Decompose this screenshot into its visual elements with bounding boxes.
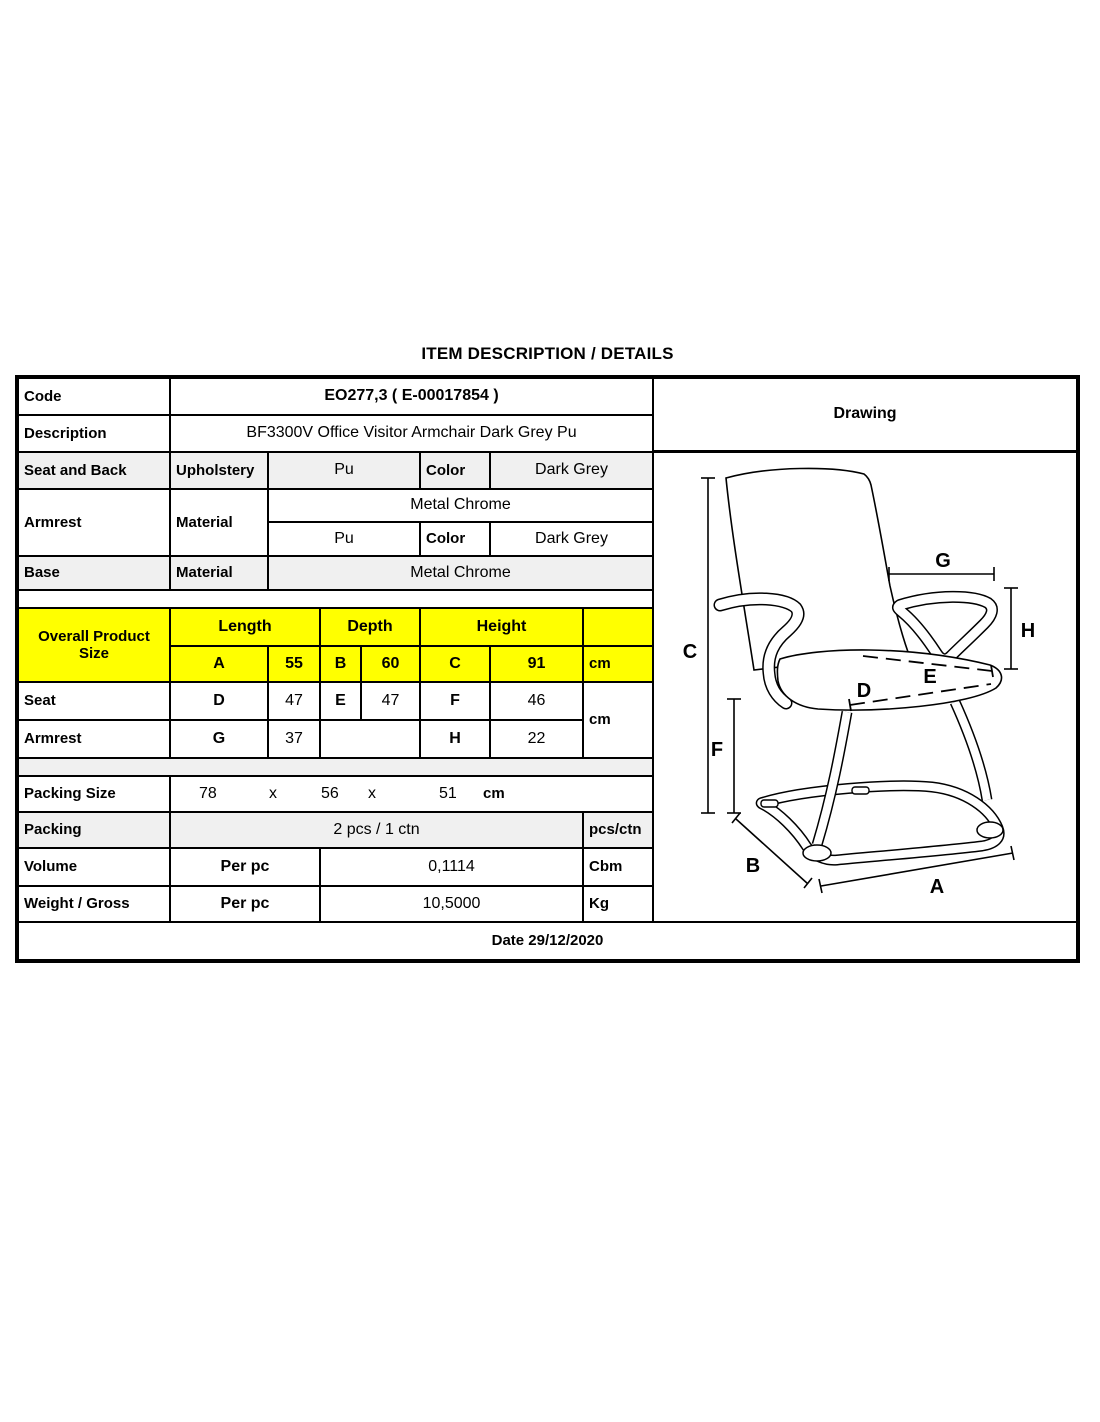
dim-line-b [732, 813, 812, 888]
weight-value: 10,5000 [320, 886, 583, 922]
drawing-label-c: C [682, 641, 698, 663]
length-header: Length [170, 608, 320, 646]
dim-d-value: 47 [268, 682, 320, 720]
armrest-attr: Material [170, 489, 268, 556]
base-glide-rear-right [852, 787, 869, 794]
depth-header: Depth [320, 608, 420, 646]
dim-a-letter: A [170, 646, 268, 682]
armrest-color-label: Color [420, 522, 490, 556]
drawing-label-a: A [929, 876, 945, 898]
size-unit-cell: cm [583, 682, 653, 758]
armrest-label: Armrest [18, 489, 170, 556]
description-value: BF3300V Office Visitor Armchair Dark Grey Pu [170, 415, 653, 452]
drawing-label-b: B [745, 855, 761, 877]
dim-e-value: 47 [361, 682, 420, 720]
drawing-label-d: D [856, 680, 872, 702]
overall-unit: cm [583, 646, 653, 682]
armrest-row-label: Armrest [18, 720, 170, 758]
drawing-label-g: G [935, 550, 951, 572]
base-material: Metal Chrome [268, 556, 653, 590]
seat-back-label: Seat and Back [18, 452, 170, 489]
seat-back-attr: Upholstery [170, 452, 268, 489]
base-attr: Material [170, 556, 268, 590]
weight-per: Per pc [170, 886, 320, 922]
armrest-row-blank [320, 720, 420, 758]
dim-a-value: 55 [268, 646, 320, 682]
dim-d-letter: D [170, 682, 268, 720]
dim-line-c [701, 478, 715, 813]
dim-h-letter: H [420, 720, 490, 758]
chair-base [761, 786, 999, 860]
separator-row-1 [18, 590, 653, 608]
front-foot-glide [803, 845, 831, 861]
volume-unit: Cbm [583, 848, 653, 886]
packing-size-label: Packing Size [18, 776, 170, 812]
armrest-material1: Metal Chrome [268, 489, 653, 522]
seat-back-color-label: Color [420, 452, 490, 489]
drawing-header: Drawing [653, 378, 1077, 452]
dim-g-letter: G [170, 720, 268, 758]
description-label: Description [18, 415, 170, 452]
dim-b-value: 60 [361, 646, 420, 682]
packing-size-value [170, 776, 653, 812]
base-label: Base [18, 556, 170, 590]
dim-h-value: 22 [490, 720, 583, 758]
packing-size-x2: x [368, 784, 376, 802]
dim-g-value: 37 [268, 720, 320, 758]
drawing-label-f: F [710, 739, 724, 761]
volume-value: 0,1114 [320, 848, 583, 886]
packing-unit: pcs/ctn [583, 812, 653, 848]
dim-b-letter: B [320, 646, 361, 682]
separator-row-2 [18, 758, 653, 776]
seat-row-label: Seat [18, 682, 170, 720]
chair-drawing [654, 453, 1076, 921]
right-foot-glide [977, 822, 1003, 838]
dim-f-letter: F [420, 682, 490, 720]
packing-size-width: 56 [321, 784, 339, 802]
armrest-color: Dark Grey [490, 522, 653, 556]
dim-c-letter: C [420, 646, 490, 682]
dim-e-letter: E [320, 682, 361, 720]
code-value: EO277,3 ( E-00017854 ) [170, 378, 653, 415]
seat-back-color: Dark Grey [490, 452, 653, 489]
armrest-material2: Pu [268, 522, 420, 556]
chair-right-armrest [898, 597, 992, 659]
height-header: Height [420, 608, 583, 646]
seat-back-material: Pu [268, 452, 420, 489]
weight-unit: Kg [583, 886, 653, 922]
dim-c-value: 91 [490, 646, 583, 682]
chair-right-leg [955, 702, 987, 800]
page-title: ITEM DESCRIPTION / DETAILS [421, 344, 674, 363]
packing-label: Packing [18, 812, 170, 848]
drawing-label-e: E [923, 666, 937, 688]
packing-value: 2 pcs / 1 ctn [170, 812, 583, 848]
drawing-panel [653, 452, 1077, 922]
overall-size-label-line2: Size [78, 645, 109, 662]
overall-size-label-line1: Overall Product [38, 627, 150, 645]
weight-label: Weight / Gross [18, 886, 170, 922]
code-label: Code [18, 378, 170, 415]
date-row: Date 29/12/2020 [18, 922, 1077, 960]
packing-size-length: 78 [199, 784, 217, 802]
packing-size-height: 51 [439, 784, 457, 802]
dim-line-h [1004, 588, 1018, 669]
chair-front-leg [817, 712, 847, 845]
drawing-label-h: H [1020, 620, 1036, 642]
packing-size-x1: x [269, 784, 277, 802]
packing-size-unit: cm [483, 785, 505, 803]
base-glide-rear-left [761, 800, 778, 807]
volume-per: Per pc [170, 848, 320, 886]
volume-label: Volume [18, 848, 170, 886]
overall-blank-cell [583, 608, 653, 646]
dim-f-value: 46 [490, 682, 583, 720]
chair-backrest [726, 468, 908, 670]
spec-table [15, 375, 1080, 963]
dim-line-f [727, 699, 741, 813]
overall-size-label [18, 608, 170, 682]
